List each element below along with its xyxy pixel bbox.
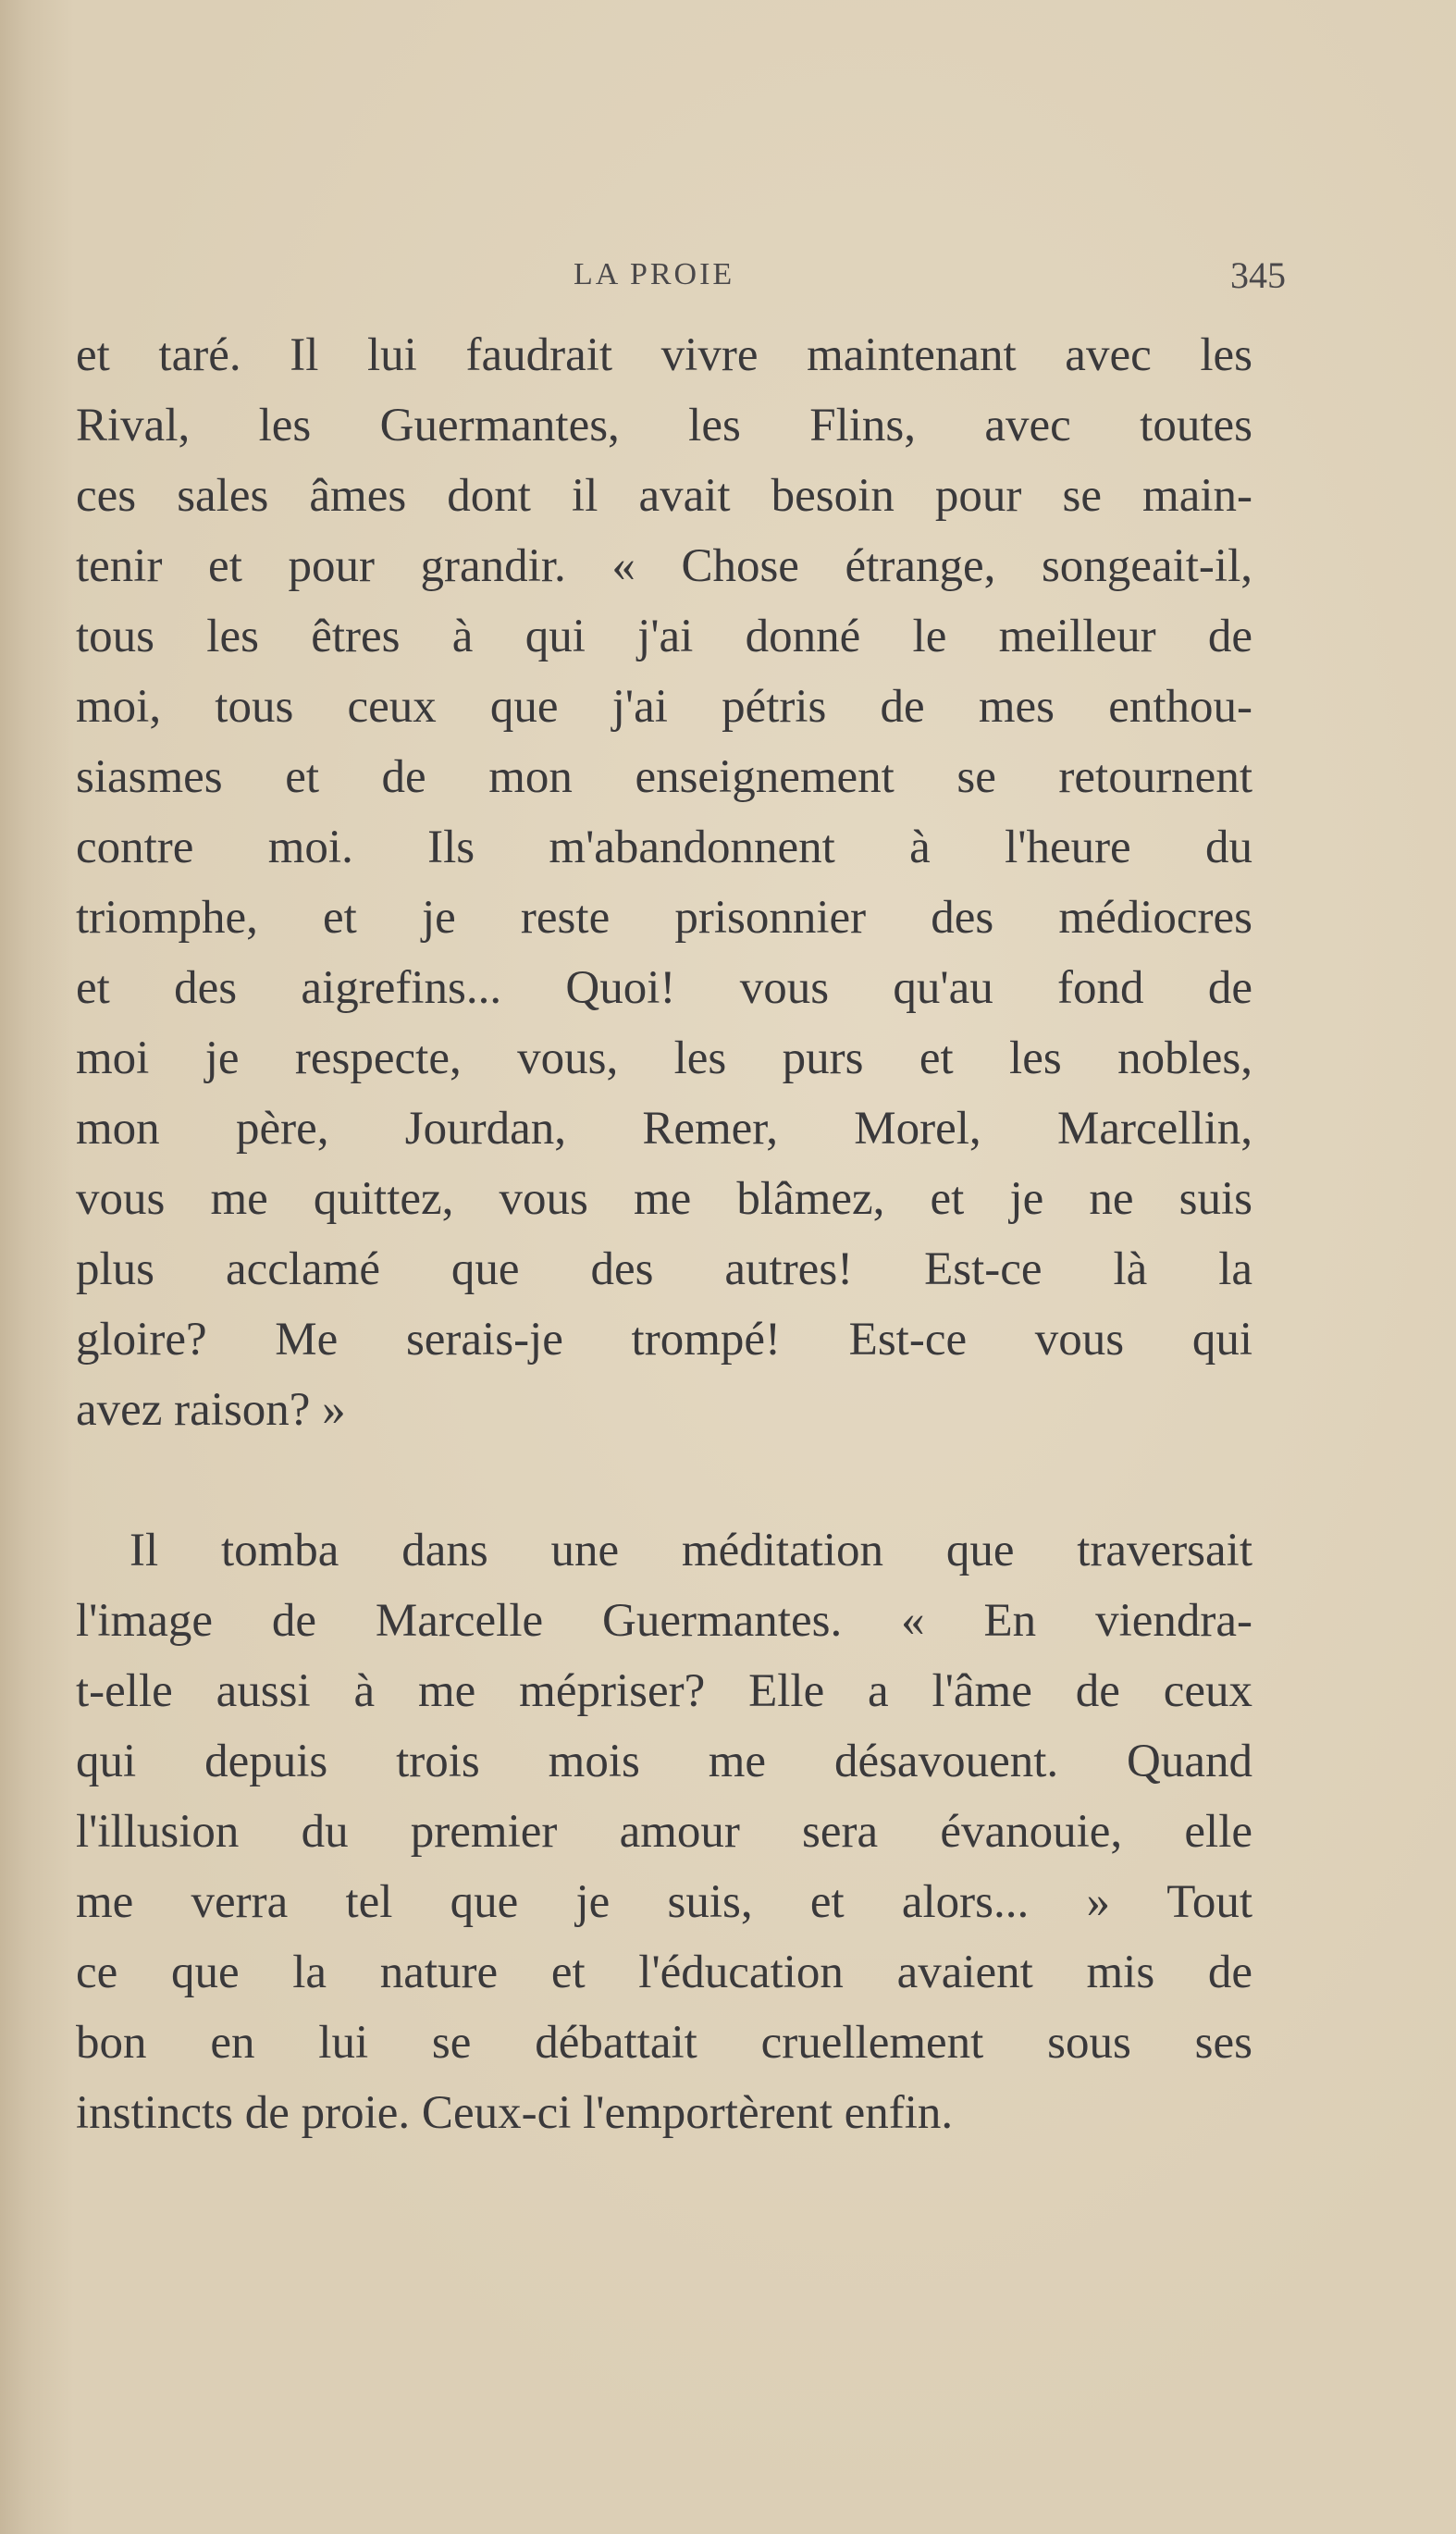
running-head	[74, 254, 1286, 303]
text-line: et taré. Il lui faudrait vivre maintenant avec les	[76, 329, 1252, 381]
page-number: 345	[1230, 254, 1286, 296]
text-line: siasmes et de mon enseignement se retournent	[76, 751, 1252, 803]
text-line: mon père, Jourdan, Remer, Morel, Marcellin,	[76, 1103, 1252, 1155]
text-line: Il tomba dans une méditation que traversait	[130, 1525, 1252, 1576]
text-line: vous me quittez, vous me blâmez, et je ne suis	[76, 1173, 1252, 1225]
text-line: l'image de Marcelle Guermantes. « En viendra-	[76, 1595, 1252, 1647]
text-line: tenir et pour grandir. « Chose étrange, songeait-il,	[76, 540, 1252, 592]
text-line: moi je respecte, vous, les purs et les nobles,	[76, 1032, 1252, 1084]
body-text	[76, 320, 1252, 2148]
text-line: qui depuis trois mois me désavouent. Quand	[76, 1736, 1252, 1787]
text-line: me verra tel que je suis, et alors... » Tout	[76, 1876, 1252, 1928]
text-line: ces sales âmes dont il avait besoin pour se main-	[76, 470, 1252, 522]
text-line: moi, tous ceux que j'ai pétris de mes enthou-	[76, 681, 1252, 733]
text-line: instincts de proie. Ceux-ci l'emportèrent enfin.	[76, 2087, 954, 2139]
text-line: l'illusion du premier amour sera évanouie, elle	[76, 1806, 1252, 1858]
text-line: Rival, les Guermantes, les Flins, avec toutes	[76, 400, 1252, 451]
text-line: plus acclamé que des autres! Est-ce là la	[76, 1243, 1252, 1295]
text-line: ce que la nature et l'éducation avaient mis de	[76, 1947, 1252, 1998]
text-line: gloire? Me serais-je trompé! Est-ce vous qui	[76, 1314, 1252, 1366]
running-title: LA PROIE	[574, 257, 735, 291]
text-line: tous les êtres à qui j'ai donné le meilleur de	[76, 611, 1252, 662]
text-line: triomphe, et je reste prisonnier des médiocres	[76, 892, 1252, 944]
text-line: t-elle aussi à me mépriser? Elle a l'âme de ceux	[76, 1665, 1252, 1717]
text-line: contre moi. Ils m'abandonnent à l'heure du	[76, 822, 1252, 873]
text-line: bon en lui se débattait cruellement sous ses	[76, 2017, 1252, 2069]
text-line: et des aigrefins... Quoi! vous qu'au fond de	[76, 962, 1252, 1014]
text-line: avez raison? »	[76, 1384, 346, 1436]
paragraph-gap	[76, 1445, 1252, 1515]
